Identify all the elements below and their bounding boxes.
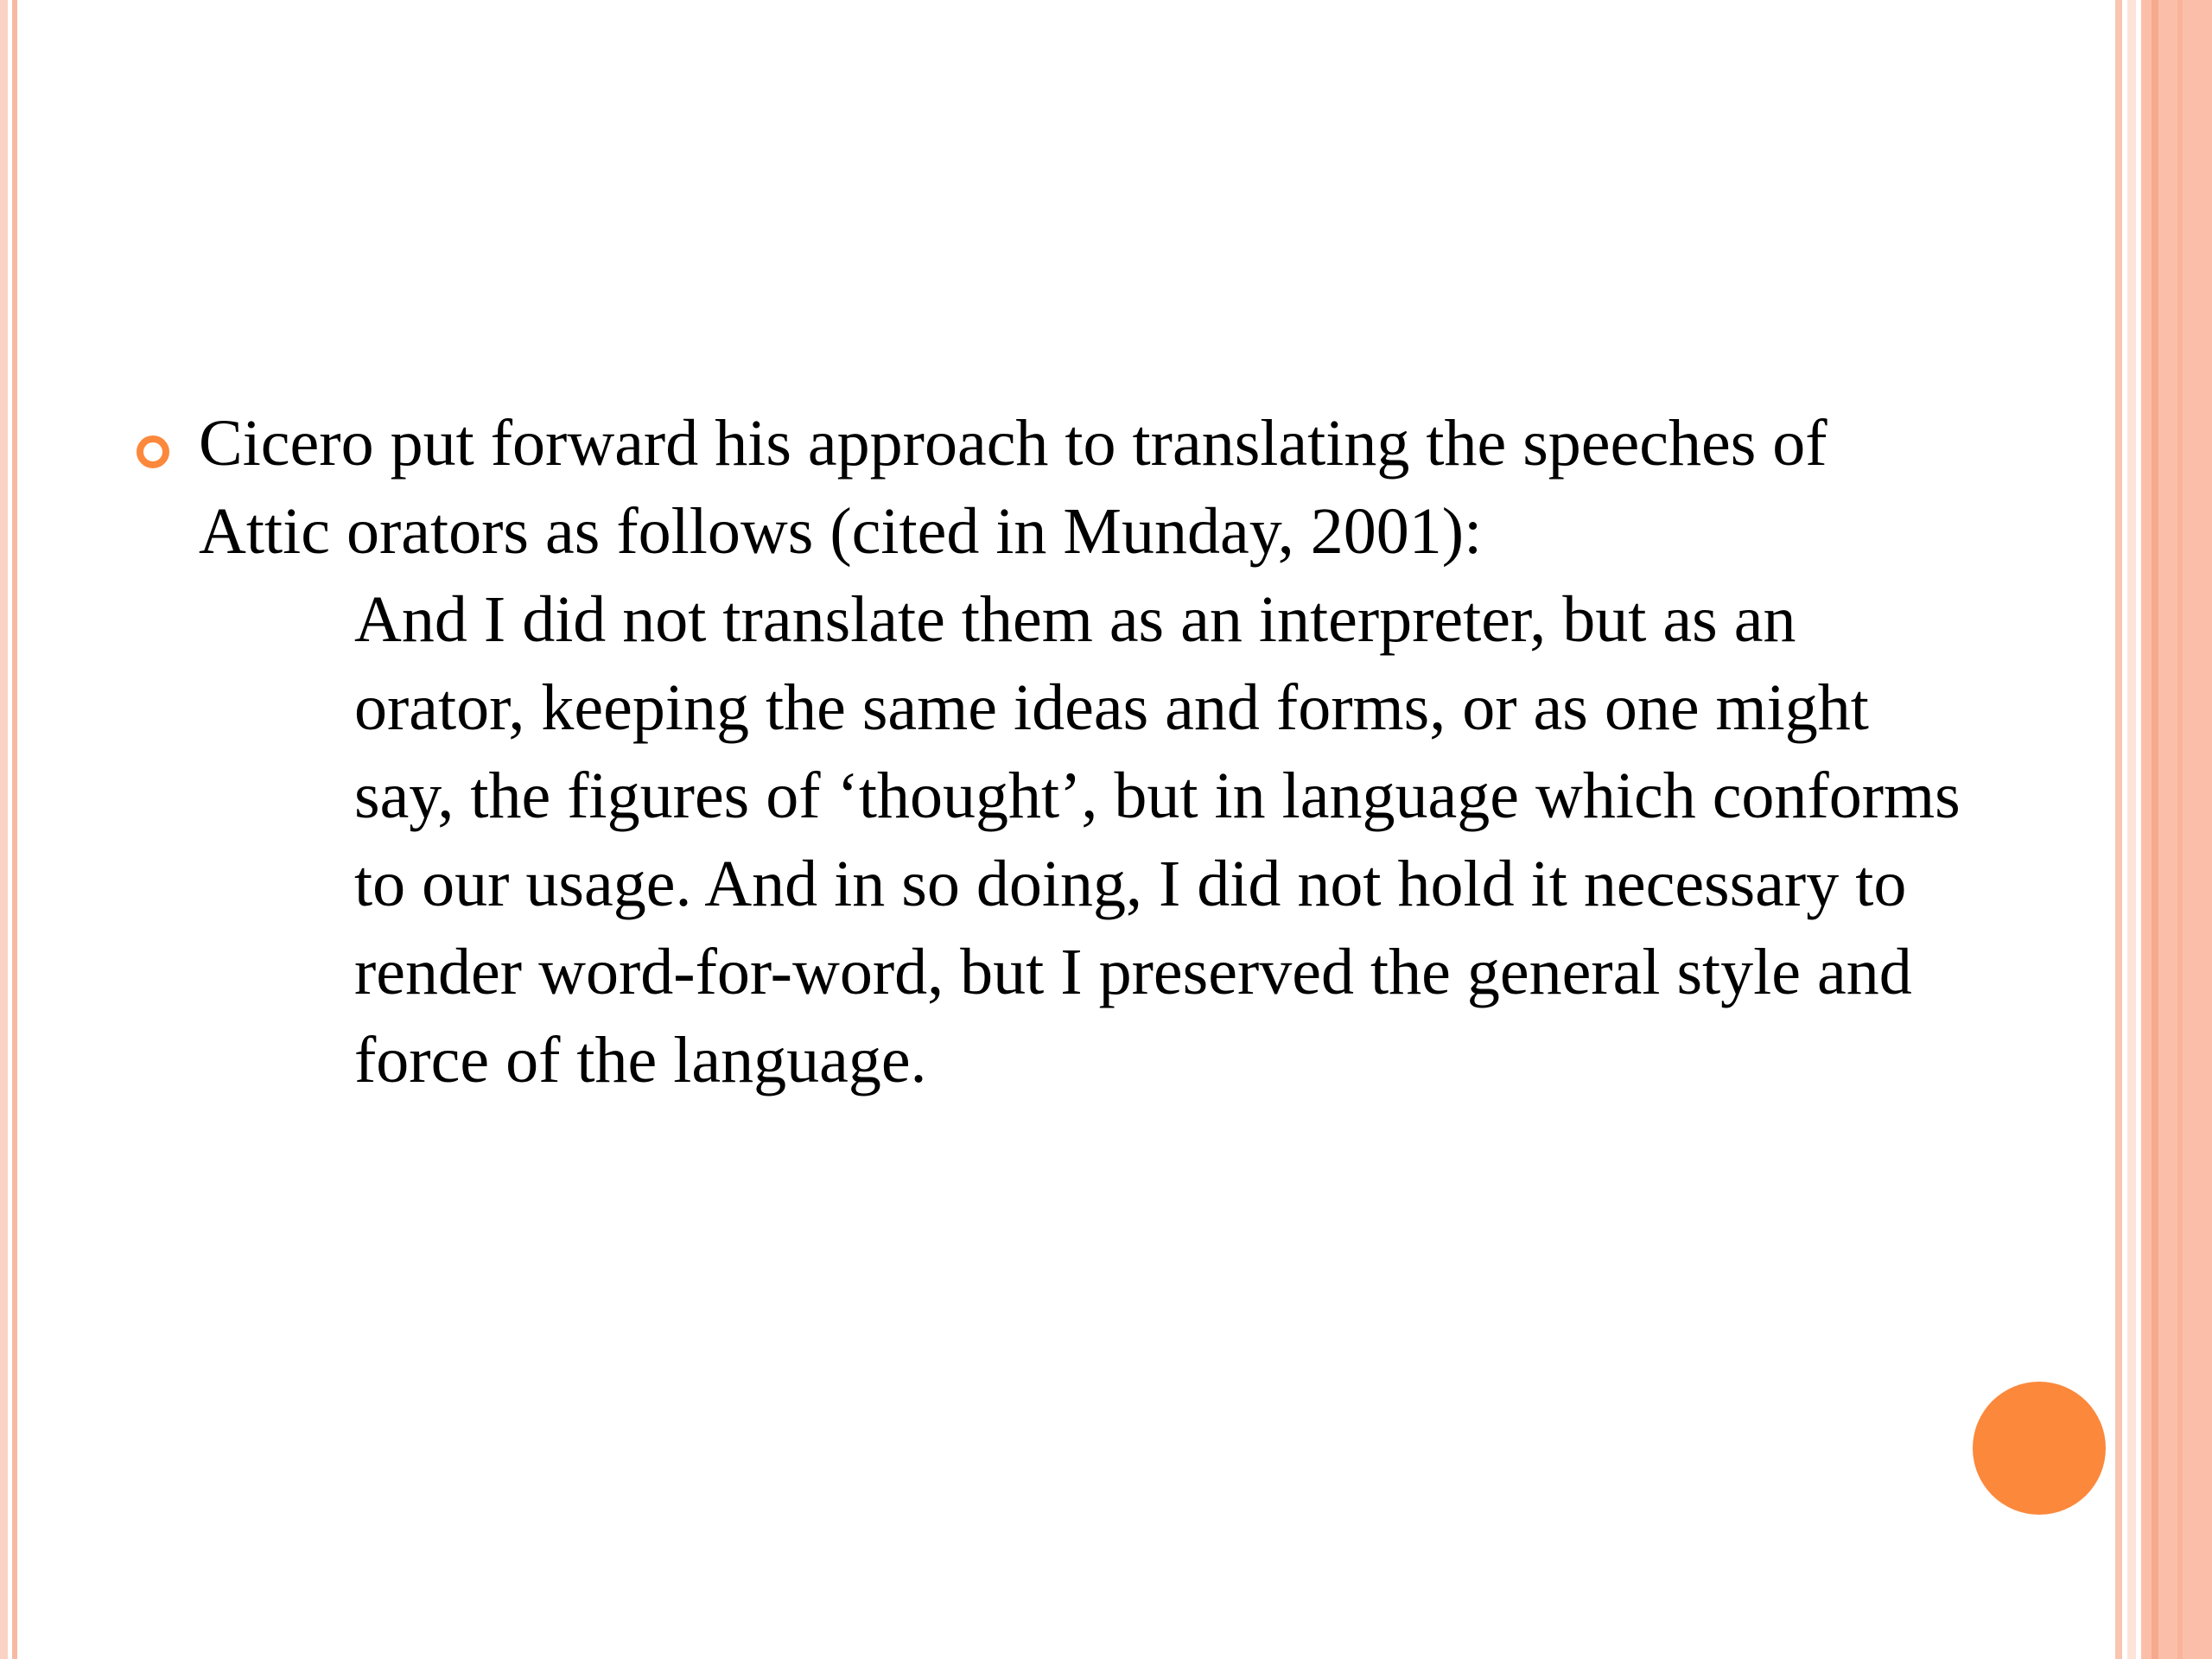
slide-content bbox=[130, 399, 2074, 1104]
bullet-text: Cicero put forward his approach to translating the speeches of Attic orators as follows (cited in Munday, 2001): bbox=[199, 407, 1827, 568]
left-decorative-stripe bbox=[0, 0, 8, 1659]
orange-circle-decoration bbox=[1973, 1382, 2106, 1515]
right-decorative-stripe-light bbox=[2127, 0, 2136, 1659]
hollow-circle-bullet-icon bbox=[137, 435, 169, 468]
block-quote: And I did not translate them as an interpreter, but as an orator, keeping the same ideas and forms, or as one might say, the figures of ‘thought’, but in language which conforms to our usage. And in so doing, I did not hold it necessary to render word-for-word, but I preserved the general style and force of the language. bbox=[354, 583, 1961, 1096]
bullet-item bbox=[130, 399, 2074, 575]
right-decorative-band-line bbox=[2152, 0, 2158, 1659]
right-decorative-band-line-2 bbox=[2177, 0, 2183, 1659]
left-decorative-stripe-inner bbox=[12, 0, 17, 1659]
right-decorative-stripe-outer bbox=[2115, 0, 2122, 1659]
